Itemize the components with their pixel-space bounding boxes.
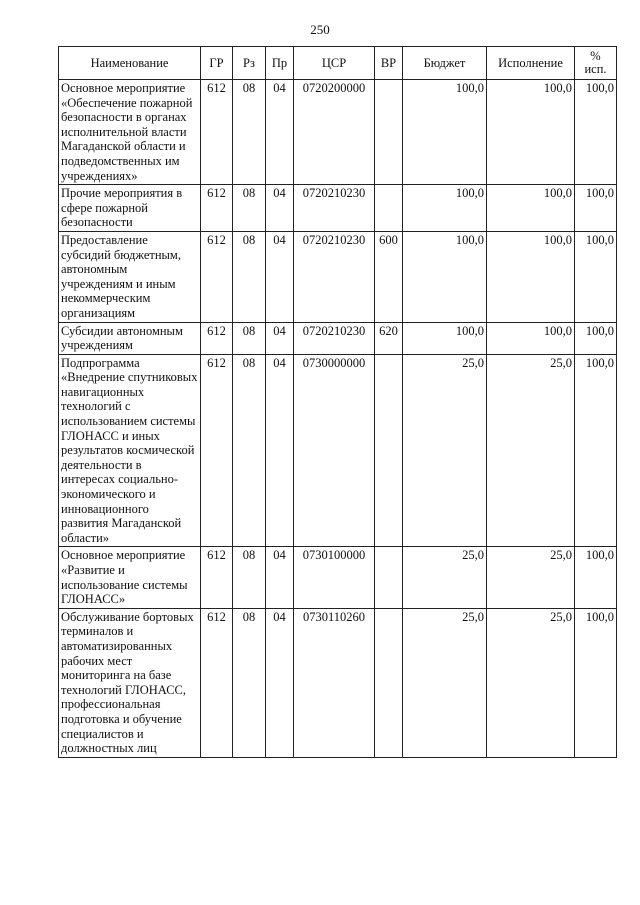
row-percent: 100,0: [575, 608, 617, 757]
row-name: Основное мероприятие «Обеспечение пожарной безопасности в органах исполнительной власти Магаданской области и подведомственных им учреждениях»: [59, 80, 201, 185]
row-vr: 620: [375, 322, 403, 354]
col-header-execution: Исполнение: [487, 47, 575, 80]
row-rz: 08: [233, 322, 266, 354]
row-pr: 04: [266, 608, 294, 757]
row-percent: 100,0: [575, 322, 617, 354]
table-row: [59, 322, 617, 354]
page-number: 250: [310, 22, 330, 37]
row-gr: 612: [201, 231, 233, 322]
row-pr: 04: [266, 231, 294, 322]
row-csr: 0730000000: [294, 354, 375, 547]
table-header-row: [59, 47, 617, 80]
row-csr: 0720210230: [294, 231, 375, 322]
col-header-rz: Рз: [233, 47, 266, 80]
budget-execution-table: [58, 46, 617, 758]
row-execution: 25,0: [487, 547, 575, 608]
col-header-csr: ЦСР: [294, 47, 375, 80]
row-vr: 600: [375, 231, 403, 322]
table-row: [59, 354, 617, 547]
row-name: Обслуживание бортовых терминалов и автоматизированных рабочих мест мониторинга на базе технологий ГЛОНАСС, профессиональная подготовка и обучение специалистов и должностных лиц: [59, 608, 201, 757]
row-name: Основное мероприятие «Развитие и использование системы ГЛОНАСС»: [59, 547, 201, 608]
row-name: Прочие мероприятия в сфере пожарной безопасности: [59, 185, 201, 232]
col-header-pr: Пр: [266, 47, 294, 80]
row-name: Предоставление субсидий бюджетным, автономным учреждениям и иным некоммерческим организациям: [59, 231, 201, 322]
col-header-name: Наименование: [59, 47, 201, 80]
row-csr: 0730110260: [294, 608, 375, 757]
table-row: [59, 185, 617, 232]
row-budget: 100,0: [403, 80, 487, 185]
row-execution: 25,0: [487, 608, 575, 757]
row-rz: 08: [233, 547, 266, 608]
row-csr: 0730100000: [294, 547, 375, 608]
row-gr: 612: [201, 354, 233, 547]
row-execution: 100,0: [487, 322, 575, 354]
row-gr: 612: [201, 608, 233, 757]
row-name: Субсидии автономным учреждениям: [59, 322, 201, 354]
row-csr: 0720210230: [294, 185, 375, 232]
row-percent: 100,0: [575, 185, 617, 232]
row-budget: 25,0: [403, 354, 487, 547]
row-execution: 25,0: [487, 354, 575, 547]
row-percent: 100,0: [575, 354, 617, 547]
row-pr: 04: [266, 354, 294, 547]
row-gr: 612: [201, 322, 233, 354]
row-rz: 08: [233, 231, 266, 322]
row-csr: 0720210230: [294, 322, 375, 354]
col-header-vr: ВР: [375, 47, 403, 80]
table-row: [59, 80, 617, 185]
row-budget: 25,0: [403, 608, 487, 757]
table-row: [59, 608, 617, 757]
row-pr: 04: [266, 80, 294, 185]
row-execution: 100,0: [487, 80, 575, 185]
percent-label: исп.: [584, 62, 607, 76]
percent-sign: %: [590, 49, 601, 63]
row-budget: 25,0: [403, 547, 487, 608]
row-pr: 04: [266, 547, 294, 608]
row-budget: 100,0: [403, 231, 487, 322]
row-budget: 100,0: [403, 322, 487, 354]
col-header-budget: Бюджет: [403, 47, 487, 80]
row-execution: 100,0: [487, 231, 575, 322]
row-gr: 612: [201, 185, 233, 232]
table-row: [59, 231, 617, 322]
row-vr: [375, 185, 403, 232]
row-percent: 100,0: [575, 547, 617, 608]
row-rz: 08: [233, 185, 266, 232]
row-gr: 612: [201, 547, 233, 608]
row-execution: 100,0: [487, 185, 575, 232]
row-rz: 08: [233, 80, 266, 185]
row-name: Подпрограмма «Внедрение спутниковых навигационных технологий с использованием системы ГЛОНАСС и иных результатов космической деятельности в интересах социально-экономического и инновационного развития Магаданской области»: [59, 354, 201, 547]
row-pr: 04: [266, 322, 294, 354]
row-pr: 04: [266, 185, 294, 232]
row-vr: [375, 354, 403, 547]
row-rz: 08: [233, 608, 266, 757]
row-vr: [375, 608, 403, 757]
row-budget: 100,0: [403, 185, 487, 232]
col-header-gr: ГР: [201, 47, 233, 80]
row-vr: [375, 80, 403, 185]
row-csr: 0720200000: [294, 80, 375, 185]
table-row: [59, 547, 617, 608]
row-gr: 612: [201, 80, 233, 185]
col-header-percent: [575, 47, 617, 80]
row-rz: 08: [233, 354, 266, 547]
row-percent: 100,0: [575, 80, 617, 185]
row-vr: [375, 547, 403, 608]
row-percent: 100,0: [575, 231, 617, 322]
